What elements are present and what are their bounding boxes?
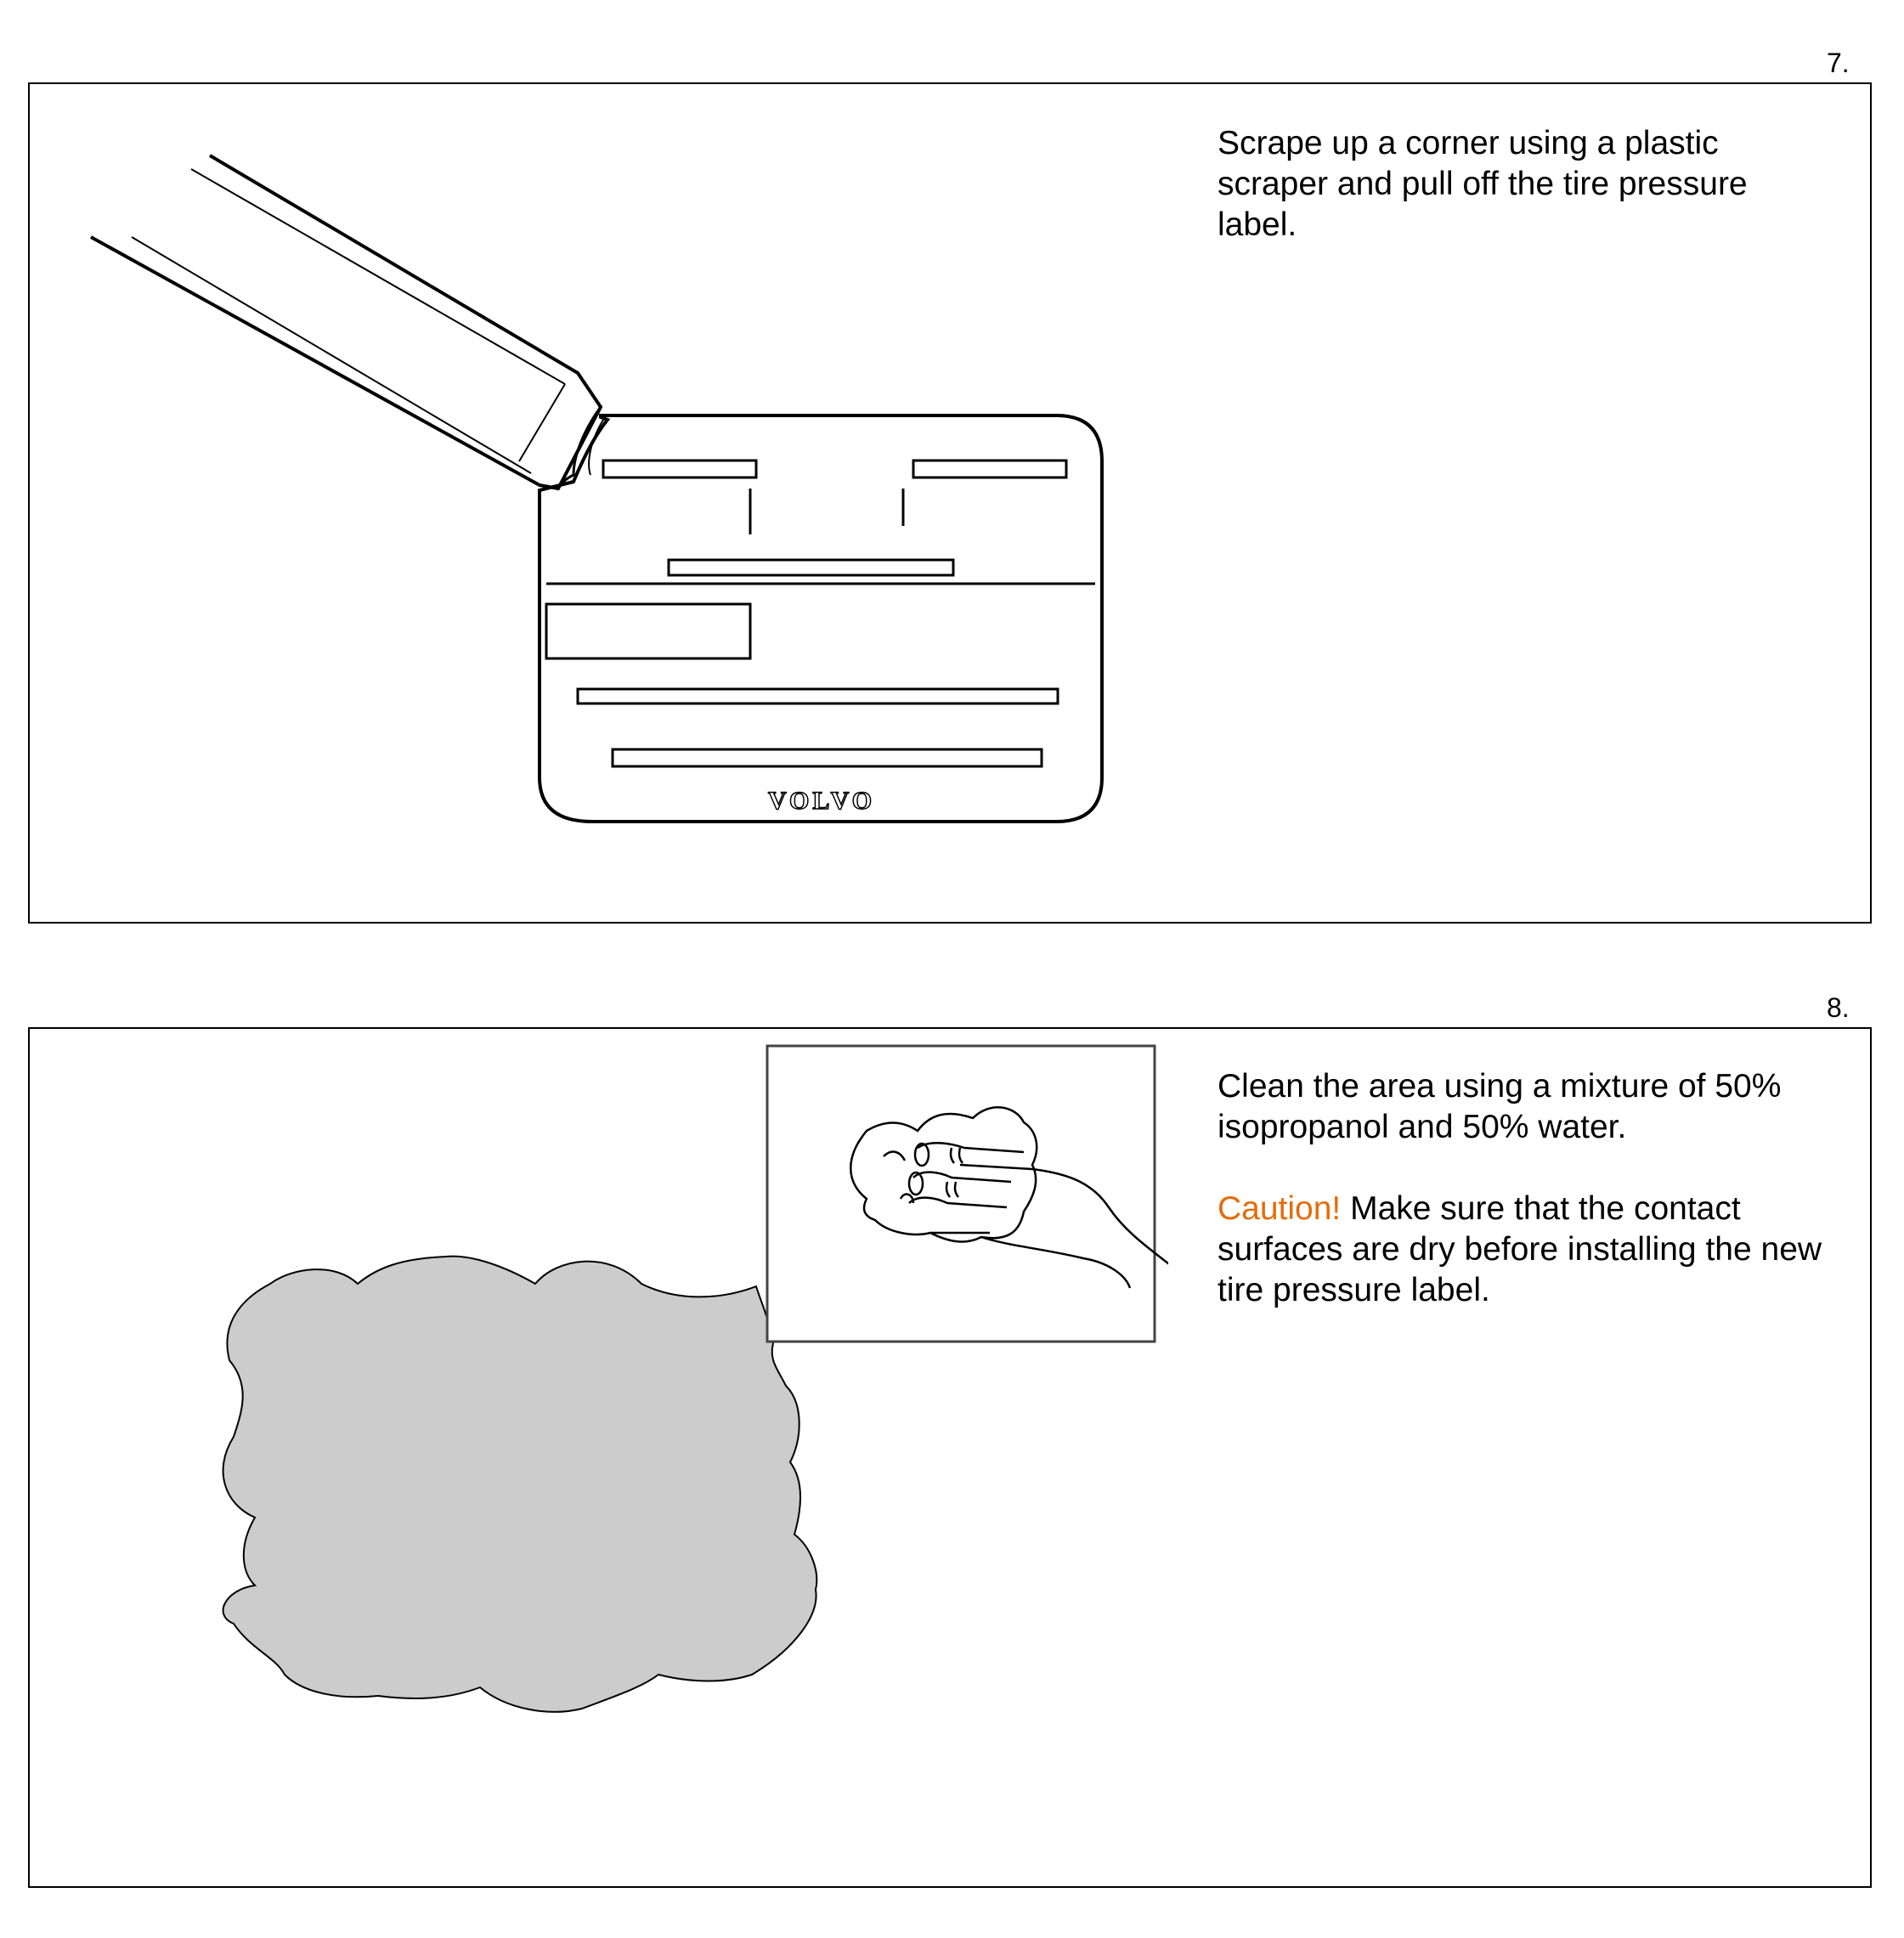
step-8-instruction-text: Clean the area using a mixture of 50% isopropanol and 50% water.: [1218, 1068, 1782, 1145]
step-7-instructions: [1218, 123, 1829, 246]
step-8-number: 8.: [1827, 992, 1850, 1023]
cleaned-area-illustration: [30, 1029, 1168, 1794]
caution-text: Make sure that the contact surfaces are dry before installing the new tire pressure label.: [1218, 1190, 1822, 1308]
step-7-instruction-text: Scrape up a corner using a plastic scraper and pull off the tire pressure label.: [1218, 125, 1748, 243]
caution-label: Caution!: [1218, 1190, 1342, 1227]
step-8-panel: [28, 1027, 1872, 1888]
step-7-number: 7.: [1827, 48, 1850, 78]
label-logo-text: VOLVO: [767, 787, 876, 815]
cleaned-area-icon: [223, 1257, 817, 1712]
step-8-caution: [1218, 1189, 1829, 1311]
plastic-scraper-icon: [91, 155, 603, 489]
step-7-panel: [28, 82, 1872, 924]
tire-pressure-label-icon: [540, 415, 1102, 822]
step-8-instructions: [1218, 1066, 1829, 1311]
scraper-lifting-label-illustration: [30, 84, 1151, 849]
